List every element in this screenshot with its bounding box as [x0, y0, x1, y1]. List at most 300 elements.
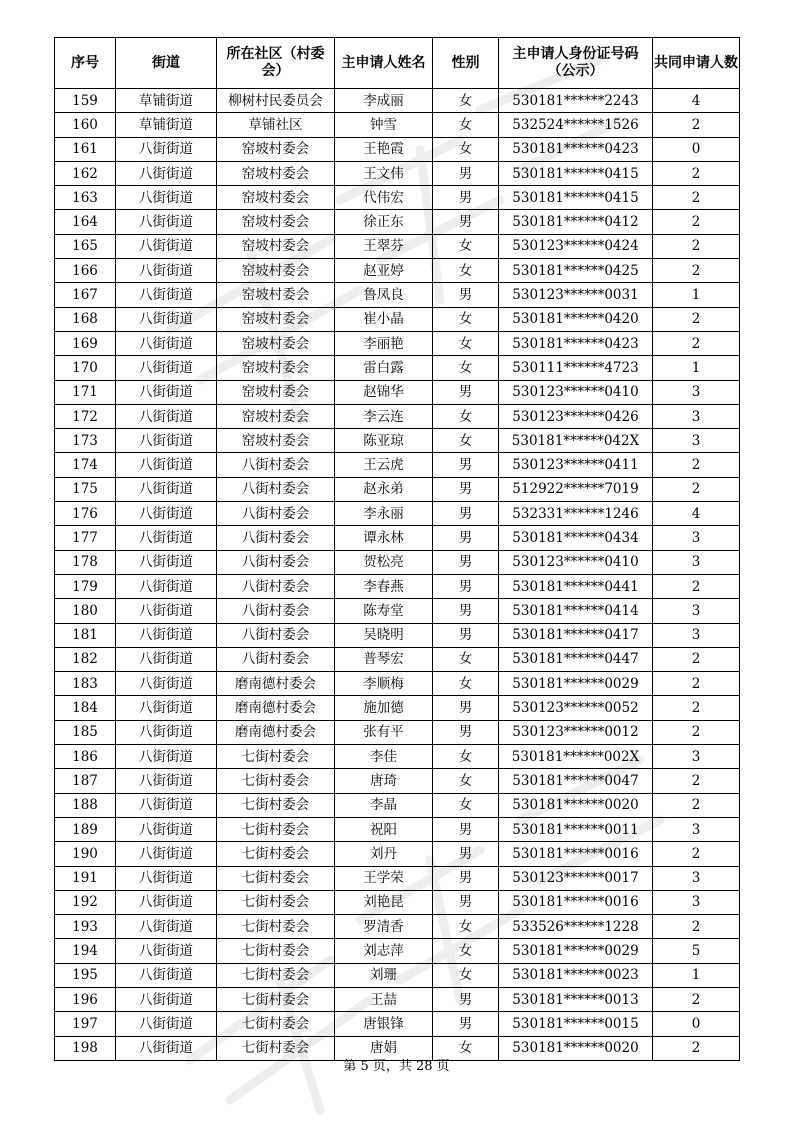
cell-co-applicants: 2 [653, 186, 740, 210]
cell-id-number: 530181******0425 [499, 259, 653, 283]
cell-street: 八街街道 [116, 842, 217, 866]
cell-seq: 172 [55, 404, 116, 428]
cell-community: 八街村委会 [217, 453, 335, 477]
table-row [55, 769, 740, 793]
cell-street: 八街街道 [116, 745, 217, 769]
cell-community: 八街村委会 [217, 647, 335, 671]
cell-community: 七街村委会 [217, 1036, 335, 1060]
cell-co-applicants: 2 [653, 113, 740, 137]
cell-community: 七街村委会 [217, 939, 335, 963]
cell-street: 八街街道 [116, 793, 217, 817]
cell-community: 八街村委会 [217, 502, 335, 526]
cell-street: 八街街道 [116, 307, 217, 331]
cell-id-number: 530181******0414 [499, 599, 653, 623]
cell-co-applicants: 2 [653, 696, 740, 720]
table-row [55, 915, 740, 939]
cell-seq: 167 [55, 283, 116, 307]
cell-gender: 女 [433, 745, 499, 769]
table-row [55, 550, 740, 574]
cell-street: 八街街道 [116, 210, 217, 234]
cell-seq: 170 [55, 356, 116, 380]
cell-seq: 159 [55, 89, 116, 113]
cell-co-applicants: 2 [653, 259, 740, 283]
cell-street: 八街街道 [116, 234, 217, 258]
cell-community: 八街村委会 [217, 526, 335, 550]
cell-gender: 女 [433, 307, 499, 331]
cell-community: 七街村委会 [217, 963, 335, 987]
cell-co-applicants: 3 [653, 599, 740, 623]
cell-community: 窑坡村委会 [217, 331, 335, 355]
cell-co-applicants: 1 [653, 963, 740, 987]
cell-seq: 187 [55, 769, 116, 793]
cell-co-applicants: 2 [653, 307, 740, 331]
cell-applicant-name: 唐银锋 [335, 1012, 433, 1036]
cell-applicant-name: 赵永弟 [335, 477, 433, 501]
cell-gender: 男 [433, 696, 499, 720]
cell-street: 八街街道 [116, 137, 217, 161]
cell-co-applicants: 3 [653, 745, 740, 769]
cell-gender: 男 [433, 283, 499, 307]
cell-applicant-name: 刘丹 [335, 842, 433, 866]
table-row [55, 647, 740, 671]
cell-community: 窑坡村委会 [217, 283, 335, 307]
cell-applicant-name: 谭永林 [335, 526, 433, 550]
cell-applicant-name: 刘艳昆 [335, 890, 433, 914]
cell-applicant-name: 唐娟 [335, 1036, 433, 1060]
cell-applicant-name: 吴晓明 [335, 623, 433, 647]
table-row [55, 890, 740, 914]
cell-seq: 190 [55, 842, 116, 866]
cell-applicant-name: 李春燕 [335, 574, 433, 598]
cell-id-number: 532331******1246 [499, 502, 653, 526]
cell-gender: 男 [433, 890, 499, 914]
table-row [55, 574, 740, 598]
table-row [55, 161, 740, 185]
cell-gender: 女 [433, 769, 499, 793]
table-row [55, 356, 740, 380]
cell-applicant-name: 李丽艳 [335, 331, 433, 355]
cell-applicant-name: 罗清香 [335, 915, 433, 939]
cell-id-number: 530181******0029 [499, 939, 653, 963]
cell-seq: 197 [55, 1012, 116, 1036]
cell-id-number: 532524******1526 [499, 113, 653, 137]
cell-street: 八街街道 [116, 259, 217, 283]
cell-id-number: 533526******1228 [499, 915, 653, 939]
cell-community: 窑坡村委会 [217, 380, 335, 404]
cell-community: 窑坡村委会 [217, 210, 335, 234]
table-row [55, 987, 740, 1011]
cell-co-applicants: 3 [653, 866, 740, 890]
cell-community: 七街村委会 [217, 793, 335, 817]
table-row [55, 817, 740, 841]
cell-street: 八街街道 [116, 283, 217, 307]
cell-street: 八街街道 [116, 404, 217, 428]
cell-id-number: 530181******0020 [499, 1036, 653, 1060]
cell-applicant-name: 崔小晶 [335, 307, 433, 331]
cell-co-applicants: 4 [653, 502, 740, 526]
table-row [55, 526, 740, 550]
cell-applicant-name: 祝阳 [335, 817, 433, 841]
cell-community: 七街村委会 [217, 769, 335, 793]
cell-id-number: 530181******2243 [499, 89, 653, 113]
cell-street: 八街街道 [116, 720, 217, 744]
cell-gender: 女 [433, 793, 499, 817]
cell-applicant-name: 普琴宏 [335, 647, 433, 671]
cell-co-applicants: 2 [653, 453, 740, 477]
cell-id-number: 530181******0016 [499, 842, 653, 866]
cell-seq: 185 [55, 720, 116, 744]
cell-street: 草铺街道 [116, 89, 217, 113]
cell-seq: 191 [55, 866, 116, 890]
cell-applicant-name: 鲁凤良 [335, 283, 433, 307]
page-footer: 第 5 页，共 28 页 [343, 1059, 450, 1074]
header-street: 街道 [116, 38, 217, 89]
table-row [55, 623, 740, 647]
table-row [55, 963, 740, 987]
cell-gender: 男 [433, 502, 499, 526]
cell-gender: 女 [433, 1036, 499, 1060]
applicant-table [54, 37, 740, 1061]
table-row [55, 672, 740, 696]
cell-street: 八街街道 [116, 1036, 217, 1060]
cell-gender: 男 [433, 599, 499, 623]
header-applicant: 主申请人姓名 [335, 38, 433, 89]
cell-id-number: 530123******0424 [499, 234, 653, 258]
cell-applicant-name: 王喆 [335, 987, 433, 1011]
cell-community: 窑坡村委会 [217, 429, 335, 453]
cell-gender: 女 [433, 331, 499, 355]
cell-id-number: 530181******0047 [499, 769, 653, 793]
cell-gender: 男 [433, 574, 499, 598]
cell-gender: 女 [433, 963, 499, 987]
cell-co-applicants: 2 [653, 842, 740, 866]
cell-gender: 男 [433, 866, 499, 890]
cell-id-number: 530181******042X [499, 429, 653, 453]
table-row [55, 234, 740, 258]
cell-applicant-name: 王文伟 [335, 161, 433, 185]
cell-gender: 女 [433, 113, 499, 137]
cell-gender: 女 [433, 404, 499, 428]
table-row [55, 793, 740, 817]
cell-applicant-name: 刘志萍 [335, 939, 433, 963]
cell-id-number: 530181******0441 [499, 574, 653, 598]
cell-applicant-name: 王翠芬 [335, 234, 433, 258]
cell-seq: 184 [55, 696, 116, 720]
cell-community: 七街村委会 [217, 915, 335, 939]
cell-community: 七街村委会 [217, 866, 335, 890]
cell-applicant-name: 陈寿堂 [335, 599, 433, 623]
cell-applicant-name: 雷白露 [335, 356, 433, 380]
table-row [55, 259, 740, 283]
cell-gender: 男 [433, 161, 499, 185]
cell-co-applicants: 2 [653, 720, 740, 744]
cell-community: 柳树村民委员会 [217, 89, 335, 113]
cell-id-number: 530123******0012 [499, 720, 653, 744]
cell-id-number: 530181******0423 [499, 331, 653, 355]
cell-applicant-name: 陈亚琼 [335, 429, 433, 453]
cell-seq: 196 [55, 987, 116, 1011]
cell-community: 七街村委会 [217, 842, 335, 866]
cell-gender: 男 [433, 720, 499, 744]
cell-street: 八街街道 [116, 331, 217, 355]
cell-id-number: 530181******0417 [499, 623, 653, 647]
cell-community: 七街村委会 [217, 987, 335, 1011]
cell-seq: 175 [55, 477, 116, 501]
table-row [55, 380, 740, 404]
cell-id-number: 512922******7019 [499, 477, 653, 501]
cell-id-number: 530181******0016 [499, 890, 653, 914]
cell-community: 窑坡村委会 [217, 356, 335, 380]
cell-gender: 女 [433, 429, 499, 453]
cell-applicant-name: 李顺梅 [335, 672, 433, 696]
cell-gender: 女 [433, 939, 499, 963]
cell-applicant-name: 刘珊 [335, 963, 433, 987]
cell-seq: 174 [55, 453, 116, 477]
cell-id-number: 530181******0447 [499, 647, 653, 671]
cell-seq: 177 [55, 526, 116, 550]
cell-street: 八街街道 [116, 599, 217, 623]
cell-community: 七街村委会 [217, 890, 335, 914]
cell-id-number: 530123******0410 [499, 380, 653, 404]
cell-seq: 198 [55, 1036, 116, 1060]
cell-seq: 171 [55, 380, 116, 404]
cell-id-number: 530123******0017 [499, 866, 653, 890]
cell-seq: 178 [55, 550, 116, 574]
cell-gender: 男 [433, 817, 499, 841]
cell-applicant-name: 唐琦 [335, 769, 433, 793]
cell-gender: 女 [433, 647, 499, 671]
cell-seq: 194 [55, 939, 116, 963]
cell-co-applicants: 2 [653, 234, 740, 258]
cell-seq: 161 [55, 137, 116, 161]
cell-street: 八街街道 [116, 161, 217, 185]
cell-community: 窑坡村委会 [217, 161, 335, 185]
cell-street: 八街街道 [116, 696, 217, 720]
cell-street: 八街街道 [116, 1012, 217, 1036]
cell-applicant-name: 王艳霞 [335, 137, 433, 161]
cell-gender: 男 [433, 987, 499, 1011]
cell-applicant-name: 徐正东 [335, 210, 433, 234]
cell-applicant-name: 李永丽 [335, 502, 433, 526]
cell-id-number: 530181******0412 [499, 210, 653, 234]
cell-seq: 181 [55, 623, 116, 647]
cell-seq: 189 [55, 817, 116, 841]
table-row [55, 477, 740, 501]
table-body [55, 89, 740, 1061]
cell-id-number: 530123******0031 [499, 283, 653, 307]
cell-co-applicants: 3 [653, 623, 740, 647]
cell-gender: 男 [433, 477, 499, 501]
table-row [55, 186, 740, 210]
cell-co-applicants: 2 [653, 769, 740, 793]
cell-co-applicants: 2 [653, 793, 740, 817]
cell-seq: 186 [55, 745, 116, 769]
cell-seq: 160 [55, 113, 116, 137]
cell-gender: 男 [433, 453, 499, 477]
header-seq: 序号 [55, 38, 116, 89]
cell-seq: 182 [55, 647, 116, 671]
cell-co-applicants: 0 [653, 1012, 740, 1036]
cell-gender: 男 [433, 526, 499, 550]
cell-seq: 164 [55, 210, 116, 234]
cell-community: 窑坡村委会 [217, 137, 335, 161]
table-row [55, 696, 740, 720]
table-row [55, 331, 740, 355]
cell-gender: 男 [433, 186, 499, 210]
cell-co-applicants: 3 [653, 404, 740, 428]
cell-community: 八街村委会 [217, 599, 335, 623]
cell-co-applicants: 2 [653, 477, 740, 501]
cell-seq: 169 [55, 331, 116, 355]
cell-seq: 188 [55, 793, 116, 817]
cell-community: 七街村委会 [217, 1012, 335, 1036]
cell-gender: 女 [433, 89, 499, 113]
cell-co-applicants: 2 [653, 987, 740, 1011]
cell-id-number: 530123******0052 [499, 696, 653, 720]
cell-id-number: 530123******0411 [499, 453, 653, 477]
cell-community: 草铺社区 [217, 113, 335, 137]
cell-seq: 165 [55, 234, 116, 258]
table-row [55, 453, 740, 477]
cell-co-applicants: 0 [653, 137, 740, 161]
cell-seq: 183 [55, 672, 116, 696]
cell-gender: 女 [433, 672, 499, 696]
cell-street: 草铺街道 [116, 113, 217, 137]
cell-co-applicants: 3 [653, 550, 740, 574]
table-row [55, 599, 740, 623]
cell-applicant-name: 赵锦华 [335, 380, 433, 404]
cell-street: 八街街道 [116, 526, 217, 550]
cell-community: 七街村委会 [217, 817, 335, 841]
cell-seq: 176 [55, 502, 116, 526]
cell-id-number: 530181******0434 [499, 526, 653, 550]
cell-applicant-name: 李成丽 [335, 89, 433, 113]
cell-seq: 163 [55, 186, 116, 210]
table-row [55, 720, 740, 744]
cell-community: 磨南德村委会 [217, 672, 335, 696]
cell-seq: 195 [55, 963, 116, 987]
cell-gender: 男 [433, 380, 499, 404]
cell-id-number: 530181******0029 [499, 672, 653, 696]
table-header-row [55, 38, 740, 89]
cell-street: 八街街道 [116, 477, 217, 501]
cell-co-applicants: 2 [653, 161, 740, 185]
cell-street: 八街街道 [116, 963, 217, 987]
cell-community: 窑坡村委会 [217, 259, 335, 283]
cell-gender: 男 [433, 1012, 499, 1036]
cell-id-number: 530181******0013 [499, 987, 653, 1011]
cell-street: 八街街道 [116, 817, 217, 841]
cell-applicant-name: 施加德 [335, 696, 433, 720]
cell-seq: 179 [55, 574, 116, 598]
cell-street: 八街街道 [116, 186, 217, 210]
header-gender: 性别 [433, 38, 499, 89]
header-id-number: 主申请人身份证号码（公示） [499, 38, 653, 89]
table-row [55, 1012, 740, 1036]
cell-applicant-name: 王云虎 [335, 453, 433, 477]
cell-street: 八街街道 [116, 502, 217, 526]
cell-community: 磨南德村委会 [217, 696, 335, 720]
cell-co-applicants: 3 [653, 429, 740, 453]
cell-gender: 女 [433, 915, 499, 939]
table-row [55, 113, 740, 137]
cell-id-number: 530181******0420 [499, 307, 653, 331]
cell-gender: 男 [433, 210, 499, 234]
cell-co-applicants: 1 [653, 283, 740, 307]
cell-community: 八街村委会 [217, 574, 335, 598]
cell-community: 七街村委会 [217, 745, 335, 769]
cell-community: 窑坡村委会 [217, 404, 335, 428]
cell-gender: 男 [433, 623, 499, 647]
cell-street: 八街街道 [116, 939, 217, 963]
cell-applicant-name: 张有平 [335, 720, 433, 744]
table-row [55, 283, 740, 307]
table-row [55, 429, 740, 453]
cell-id-number: 530123******0410 [499, 550, 653, 574]
cell-id-number: 530111******4723 [499, 356, 653, 380]
cell-co-applicants: 2 [653, 1036, 740, 1060]
cell-co-applicants: 1 [653, 356, 740, 380]
cell-applicant-name: 代伟宏 [335, 186, 433, 210]
cell-street: 八街街道 [116, 429, 217, 453]
cell-co-applicants: 5 [653, 939, 740, 963]
table-row [55, 866, 740, 890]
cell-community: 窑坡村委会 [217, 307, 335, 331]
cell-co-applicants: 4 [653, 89, 740, 113]
cell-id-number: 530123******0426 [499, 404, 653, 428]
cell-street: 八街街道 [116, 647, 217, 671]
cell-street: 八街街道 [116, 915, 217, 939]
cell-applicant-name: 王学荣 [335, 866, 433, 890]
cell-seq: 168 [55, 307, 116, 331]
cell-street: 八街街道 [116, 890, 217, 914]
cell-street: 八街街道 [116, 453, 217, 477]
cell-street: 八街街道 [116, 623, 217, 647]
cell-co-applicants: 2 [653, 574, 740, 598]
cell-seq: 162 [55, 161, 116, 185]
cell-community: 八街村委会 [217, 477, 335, 501]
table-row [55, 137, 740, 161]
cell-street: 八街街道 [116, 356, 217, 380]
cell-co-applicants: 3 [653, 526, 740, 550]
cell-seq: 166 [55, 259, 116, 283]
cell-id-number: 530181******0415 [499, 161, 653, 185]
cell-co-applicants: 2 [653, 915, 740, 939]
cell-applicant-name: 李云连 [335, 404, 433, 428]
cell-id-number: 530181******0020 [499, 793, 653, 817]
cell-co-applicants: 2 [653, 647, 740, 671]
table-row [55, 939, 740, 963]
cell-gender: 男 [433, 550, 499, 574]
table-row [55, 404, 740, 428]
cell-seq: 173 [55, 429, 116, 453]
cell-street: 八街街道 [116, 672, 217, 696]
cell-applicant-name: 钟雪 [335, 113, 433, 137]
cell-id-number: 530181******0423 [499, 137, 653, 161]
cell-street: 八街街道 [116, 574, 217, 598]
header-community: 所在社区（村委会） [217, 38, 335, 89]
cell-seq: 192 [55, 890, 116, 914]
cell-street: 八街街道 [116, 380, 217, 404]
cell-gender: 男 [433, 842, 499, 866]
cell-id-number: 530181******0011 [499, 817, 653, 841]
table-row [55, 842, 740, 866]
table-row [55, 745, 740, 769]
cell-community: 八街村委会 [217, 550, 335, 574]
cell-gender: 女 [433, 259, 499, 283]
cell-id-number: 530181******0015 [499, 1012, 653, 1036]
table-row [55, 307, 740, 331]
